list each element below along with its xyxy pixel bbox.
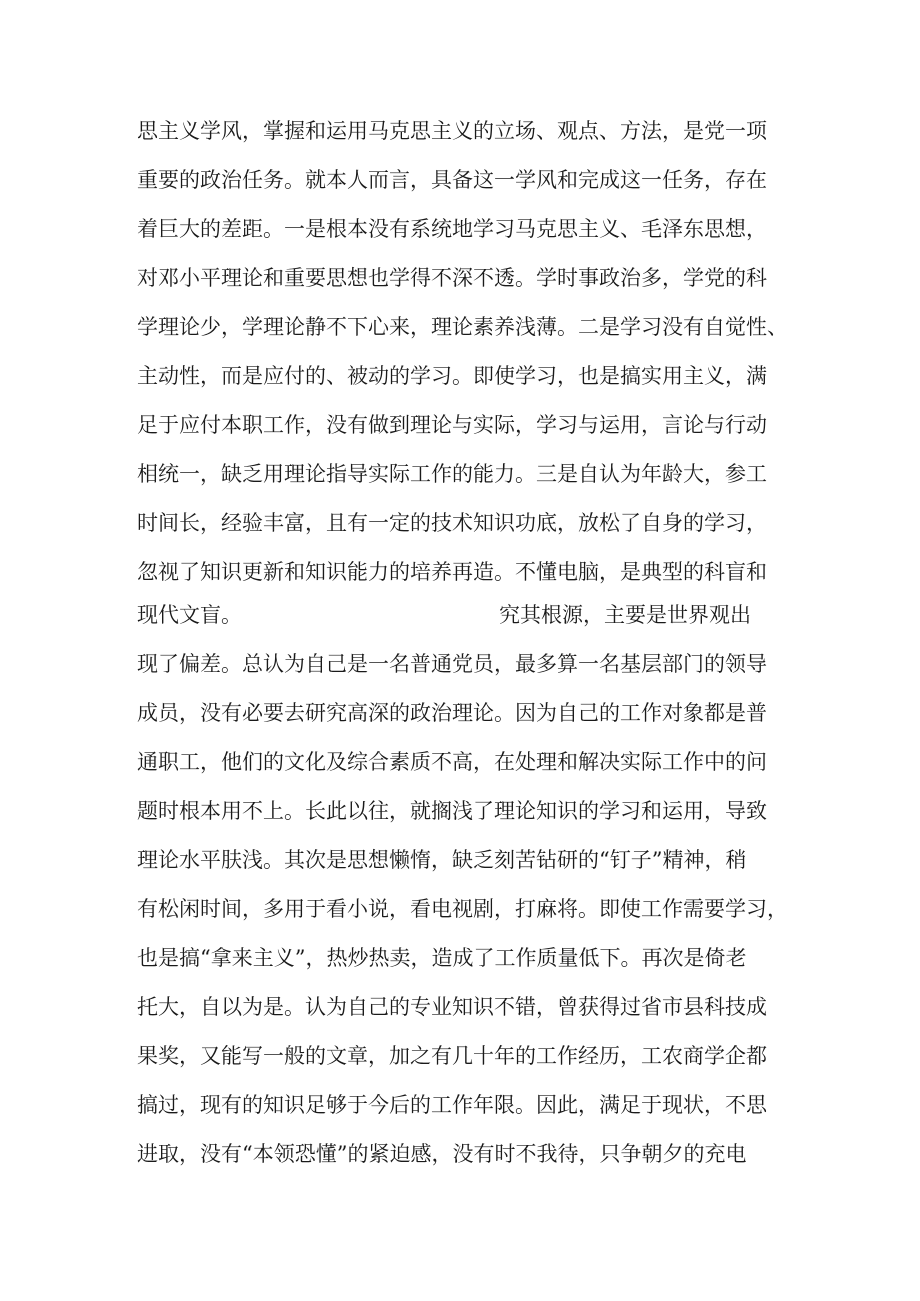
text-line-10: 忽视了知识更新和知识能力的培养再造。不懂电脑，是典型的科盲和 [137, 560, 767, 584]
text-line-14: 通职工，他们的文化及综合素质不高，在处理和解决实际工作中的问 [137, 750, 767, 774]
text-line-15: 题时根本用不上。长此以往，就搁浅了理论知识的学习和运用，导致 [137, 799, 767, 823]
inline-segment: 究其根源，主要是世界观出 [499, 603, 751, 627]
text-line-11 [137, 597, 817, 633]
text-line-1: 思主义学风，掌握和运用马克思主义的立场、观点、方法，是党一项 [137, 119, 767, 143]
text-line-5: 学理论少，学理论静不下心来，理论素养浅薄。二是学习没有自觉性、 [137, 315, 788, 339]
text-line-16: 理论水平肤浅。其次是思想懒惰，缺乏刻苦钻研的“钉子”精神，稍 [137, 848, 747, 872]
text-line-20: 果奖，又能写一般的文章，加之有几十年的工作经历，工农商学企都 [137, 1044, 767, 1068]
text-line-19: 托大，自以为是。认为自己的专业知识不错，曾获得过省市县科技成 [137, 995, 767, 1019]
text-line-17: 有松闲时间，多用于看小说，看电视剧，打麻将。即使工作需要学习， [137, 897, 788, 921]
text-line-4: 对邓小平理论和重要思想也学得不深不透。学时事政治多，学党的科 [137, 266, 767, 290]
text-line-21: 搞过，现有的知识足够于今后的工作年限。因此，满足于现状，不思 [137, 1093, 767, 1117]
text-line-8: 相统一，缺乏用理论指导实际工作的能力。三是自认为年龄大，参工 [137, 462, 767, 486]
text-line-9: 时间长，经验丰富，且有一定的技术知识功底，放松了自身的学习， [137, 511, 767, 535]
text-line-12: 现了偏差。总认为自己是一名普通党员，最多算一名基层部门的领导 [137, 652, 767, 676]
text-line-3: 着巨大的差距。一是根本没有系统地学习马克思主义、毛泽东思想， [137, 217, 767, 241]
text-line-13: 成员，没有必要去研究高深的政治理论。因为自己的工作对象都是普 [137, 701, 767, 725]
text-line-7: 足于应付本职工作，没有做到理论与实际，学习与运用，言论与行动 [137, 413, 767, 437]
text-line-2: 重要的政治任务。就本人而言，具备这一学风和完成这一任务，存在 [137, 168, 767, 192]
text-line-11-start: 现代文盲。 [137, 603, 242, 627]
text-line-22: 进取，没有“本领恐懂”的紧迫感，没有时不我待，只争朝夕的充电 [137, 1142, 747, 1166]
text-line-18: 也是搞“拿来主义”，热炒热卖，造成了工作质量低下。再次是倚老 [137, 946, 747, 970]
text-line-6: 主动性，而是应付的、被动的学习。即使学习，也是搞实用主义，满 [137, 364, 767, 388]
